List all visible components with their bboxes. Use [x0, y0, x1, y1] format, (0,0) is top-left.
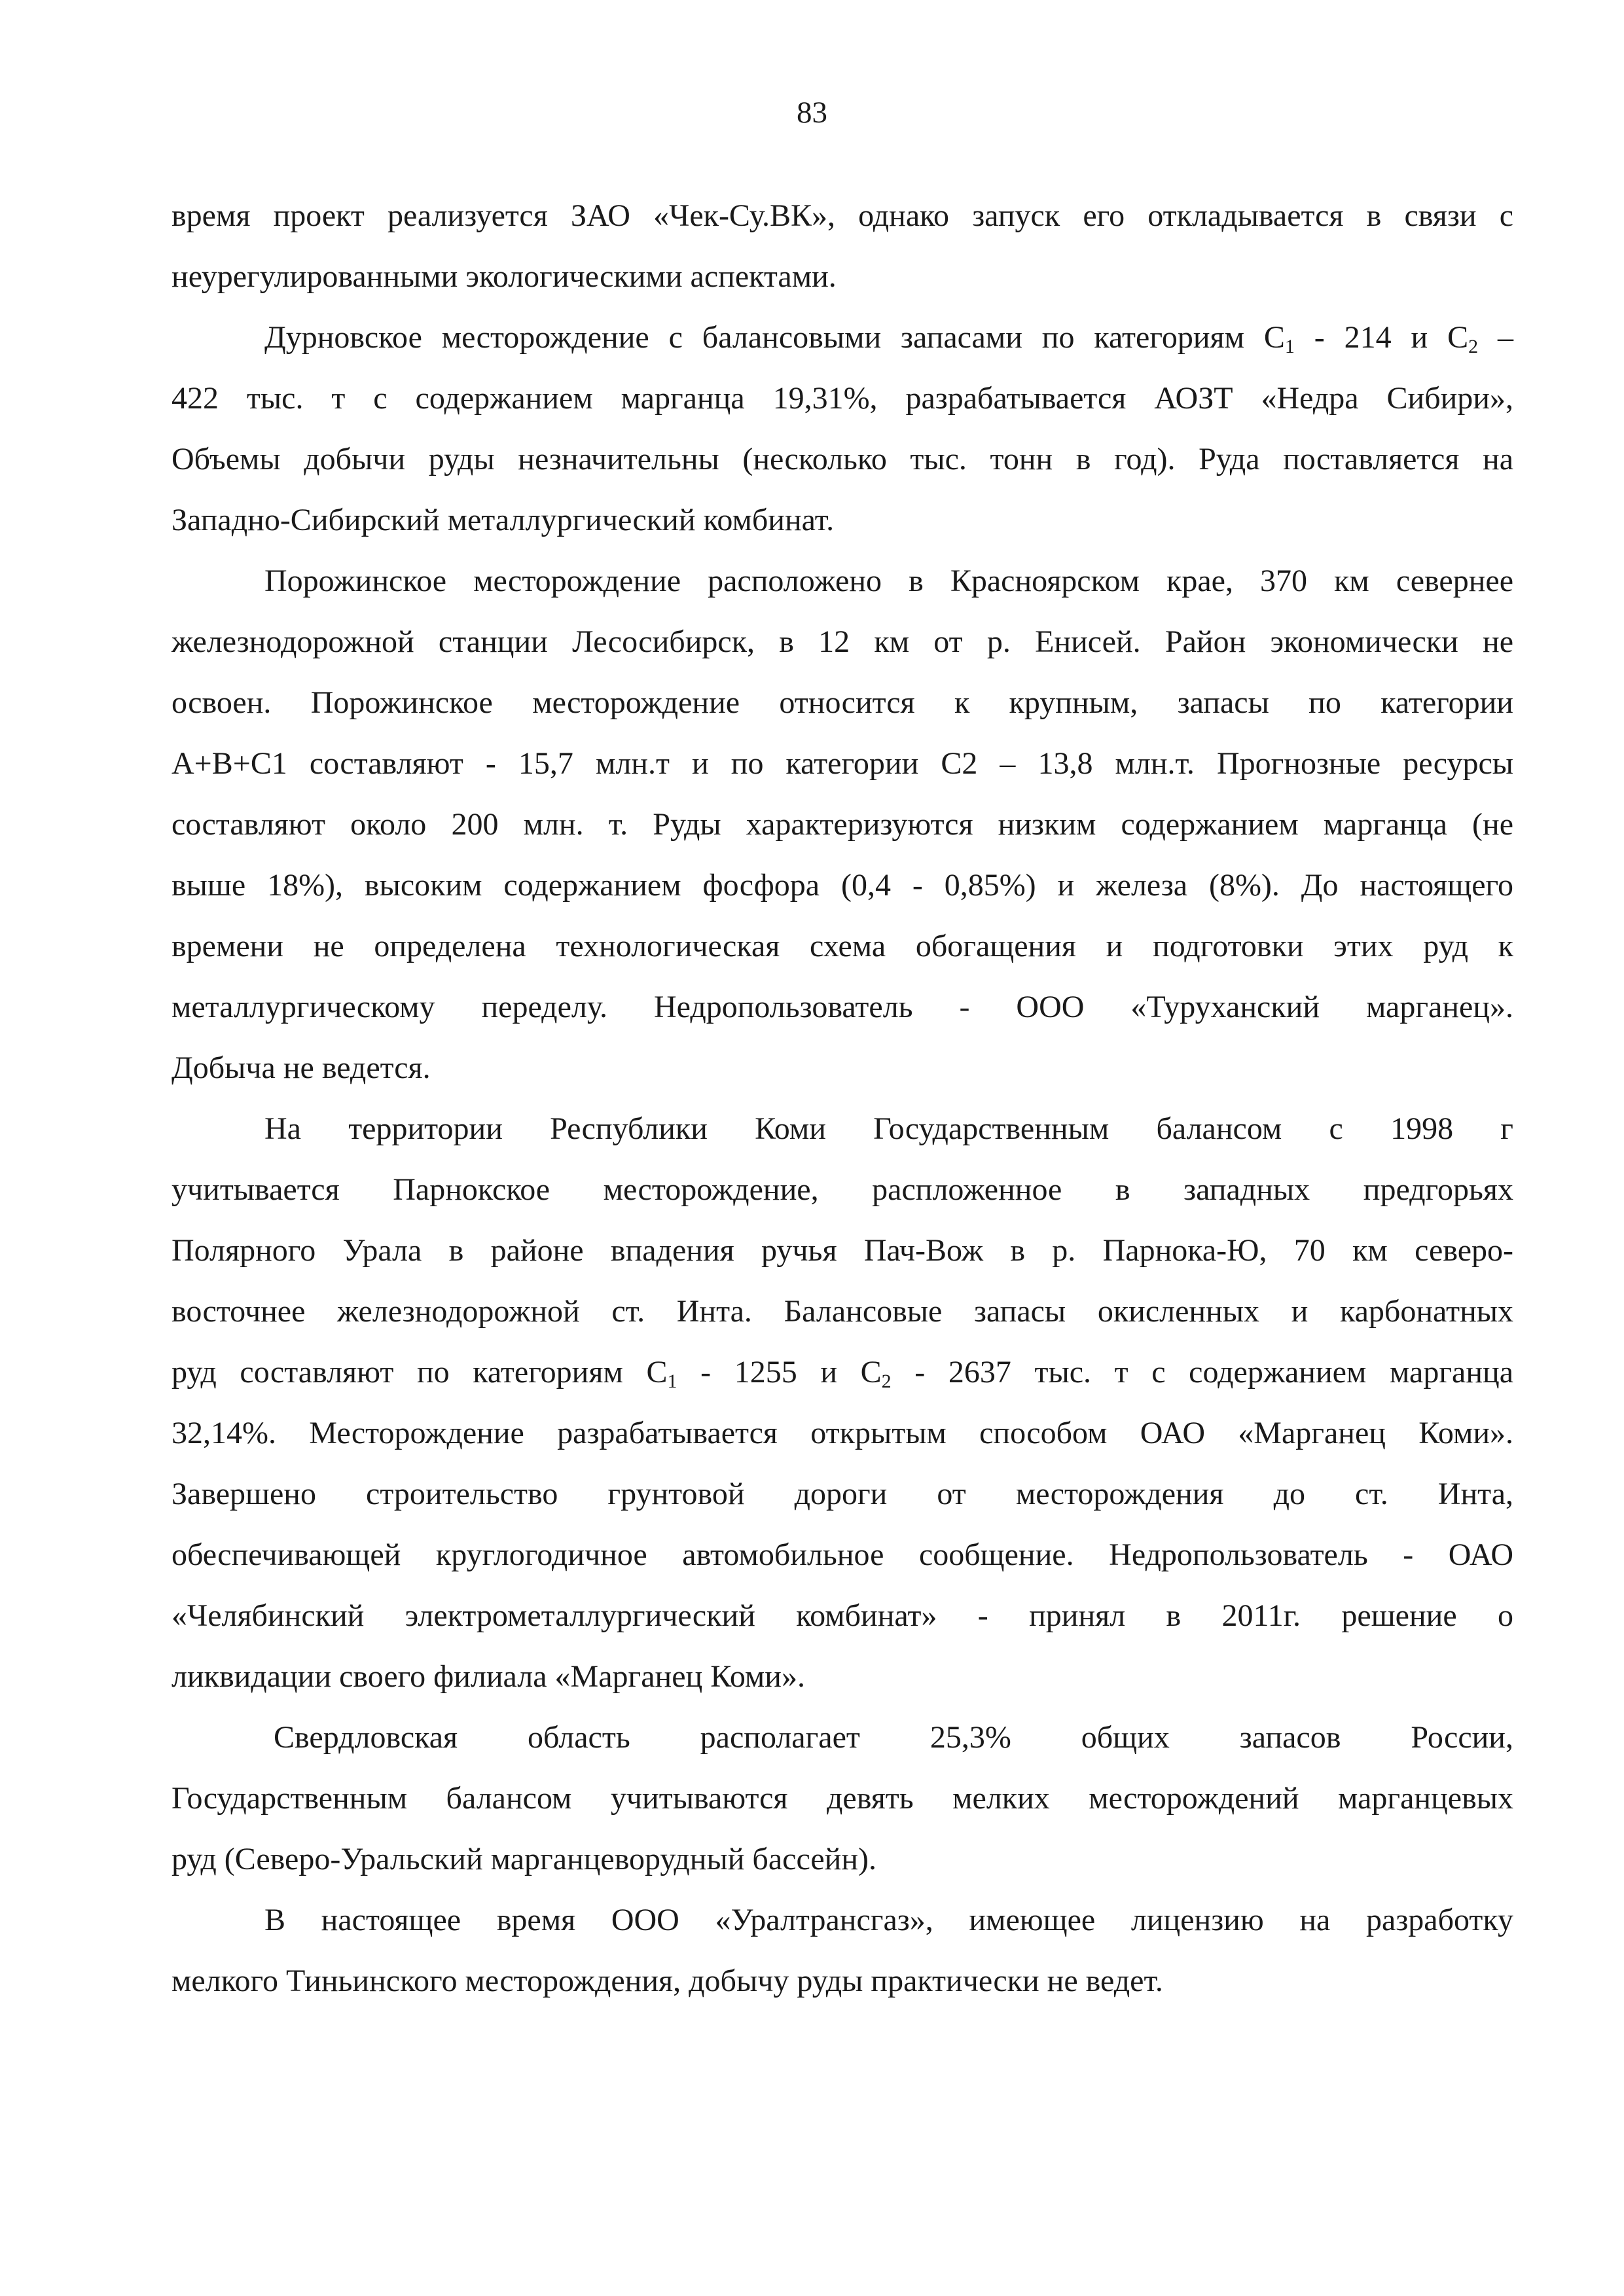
text-fragment: руд составляют по категориям С: [171, 1355, 668, 1390]
text-line: железнодорожной станции Лесосибирск, в 12 км от р. Енисей. Район экономически не: [171, 624, 1513, 659]
text-line: Свердловская область располагает 25,3% общих запасов России,: [274, 1720, 1513, 1755]
text-line: мелкого Тиньинского месторождения, добычу руды практически не ведет.: [171, 1964, 1163, 1998]
text-line: «Челябинский электрометаллургический комбинат» - принял в 2011г. решение о: [171, 1598, 1513, 1633]
text-line: В настоящее время ООО «Уралтрансгаз», имеющее лицензию на разработку: [264, 1903, 1513, 1937]
text-fragment: - 2637 тыс. т с содержанием марганца: [891, 1355, 1514, 1390]
text-line: Завершено строительство грунтовой дороги от месторождения до ст. Инта,: [171, 1477, 1513, 1511]
text-line: Государственным балансом учитываются девять мелких месторождений марганцевых: [171, 1781, 1513, 1816]
text-line: времени не определена технологическая схема обогащения и подготовки этих руд к: [171, 929, 1513, 963]
text-line: составляют около 200 млн. т. Руды характеризуются низким содержанием марганца (не: [171, 807, 1513, 842]
text-line: Добыча не ведется.: [171, 1050, 431, 1085]
subscript: 1: [667, 1371, 677, 1392]
text-line: восточнее железнодорожной ст. Инта. Балансовые запасы окисленных и карбонатных: [171, 1294, 1513, 1329]
text-line: Объемы добычи руды незначительны (несколько тыс. тонн в год). Руда поставляется на: [171, 442, 1513, 476]
text-line: выше 18%), высоким содержанием фосфора (0,4 - 0,85%) и железа (8%). До настоящего: [171, 868, 1513, 903]
text-line: обеспечивающей круглогодичное автомобильное сообщение. Недропользователь - ОАО: [171, 1537, 1513, 1572]
text-line: Порожинское месторождение расположено в Красноярском крае, 370 км севернее: [264, 564, 1513, 598]
text-line: 32,14%. Месторождение разрабатывается открытым способом ОАО «Марганец Коми».: [171, 1416, 1513, 1450]
subscript: 2: [881, 1371, 892, 1392]
text-line: [171, 1353, 1513, 1392]
text-line: Западно-Сибирский металлургический комбинат.: [171, 503, 835, 537]
text-fragment: Дурновское месторождение с балансовыми запасами по категориям С: [264, 320, 1285, 355]
page-number: 83: [797, 96, 827, 130]
text-line: неурегулированными экологическими аспектами.: [171, 259, 837, 294]
text-line: Полярного Урала в районе впадения ручья Пач-Вож в р. Парнока-Ю, 70 км северо-: [171, 1233, 1513, 1268]
text-line: металлургическому переделу. Недропользователь - ООО «Туруханский марганец».: [171, 990, 1513, 1024]
text-line: [264, 318, 1513, 357]
text-line: На территории Республики Коми Государственным балансом с 1998 г: [264, 1111, 1513, 1146]
subscript: 1: [1284, 336, 1295, 357]
text-line: А+В+С1 составляют - 15,7 млн.т и по категории С2 – 13,8 млн.т. Прогнозные ресурсы: [171, 746, 1513, 781]
text-line: 422 тыс. т с содержанием марганца 19,31%, разрабатывается АОЗТ «Недра Сибири»,: [171, 381, 1513, 416]
text-fragment: - 1255 и С: [677, 1355, 882, 1390]
text-fragment: –: [1478, 320, 1513, 355]
subscript: 2: [1468, 336, 1479, 357]
text-line: учитывается Парнокское месторождение, распложенное в западных предгорьях: [171, 1172, 1513, 1207]
text-line: руд (Северо-Уральский марганцеворудный бассейн).: [171, 1842, 876, 1876]
text-fragment: - 214 и С: [1294, 320, 1469, 355]
text-line: время проект реализуется ЗАО «Чек-Су.ВК», однако запуск его откладывается в связи с: [171, 198, 1513, 233]
text-line: ликвидации своего филиала «Марганец Коми».: [171, 1659, 805, 1694]
text-line: освоен. Порожинское месторождение относится к крупным, запасы по категории: [171, 685, 1513, 720]
